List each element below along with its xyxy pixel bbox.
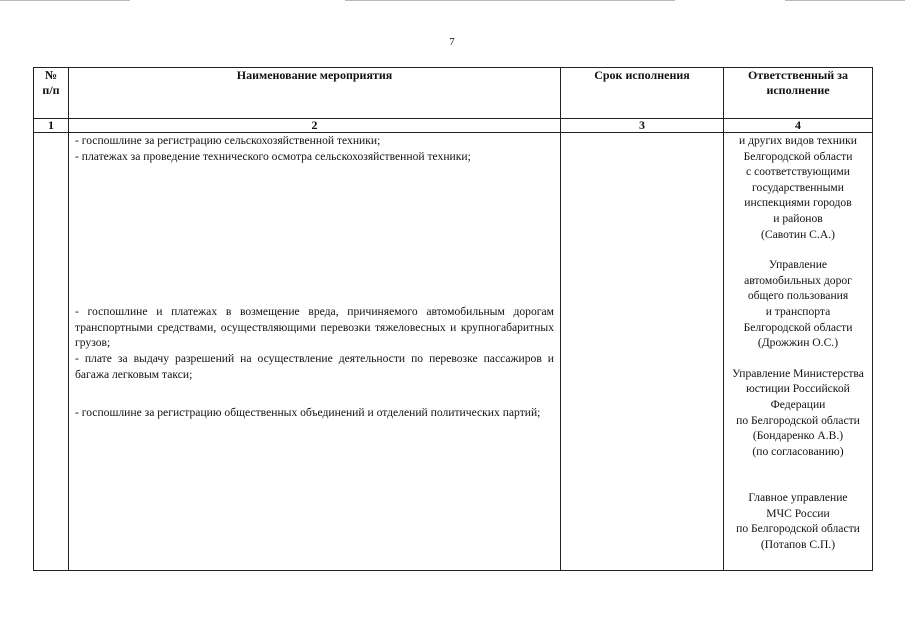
measures-table [33,67,873,571]
list-item: - госпошлине за регистрацию сельскохозяйственной техники; [75,134,381,147]
scan-edge-line-right [785,0,905,1]
responsible-block-inspections: и других видов техники Белгородской области с соответствующими государственными инспекциями городов и районов (Савотин С.А.) [739,134,857,241]
responsible-block-justice: Управление Министерства юстиции Российской Федерации по Белгородской области (Бондаренко А.В.) (по согласованию) [732,366,864,458]
scan-edge-line-left [0,0,130,1]
column-number-row [34,119,873,133]
column-number-4: 4 [724,119,873,133]
column-number-2: 2 [69,119,561,133]
column-number-3: 3 [561,119,724,133]
table-row [34,133,873,571]
header-measure-name: Наименование мероприятия [69,68,561,119]
row-number-cell [34,133,69,571]
deadline-cell [561,133,724,571]
list-item: - платежах за проведение технического осмотра сельскохозяйственной техники; [75,149,471,163]
header-number: № п/п [34,68,69,119]
list-item: - госпошлине и платежах в возмещение вреда, причиняемого автомобильным дорогам транспортными средствами, осуществляющими перевозки тяжеловесных и крупногабаритных грузов; [75,305,554,350]
header-row [34,68,873,119]
responsible-cell [724,133,873,571]
header-deadline: Срок исполнения [561,68,724,119]
header-responsible: Ответственный за исполнение [724,68,873,119]
list-item: - госпошлине за регистрацию общественных объединений и отделений политических партий; [75,406,541,420]
scan-edge-line-middle [345,0,675,1]
page-number: 7 [449,36,455,48]
responsible-block-roads: Управление автомобильных дорог общего пользования и транспорта Белгородской области (Дрожжин О.С.) [743,258,853,350]
measure-cell [69,133,561,571]
list-item: - плате за выдачу разрешений на осуществление деятельности по перевозке пассажиров и багажа легковым такси; [75,351,554,381]
responsible-block-emergency: Главное управление МЧС России по Белгородской области (Потапов С.П.) [736,491,860,552]
column-number-1: 1 [34,119,69,133]
